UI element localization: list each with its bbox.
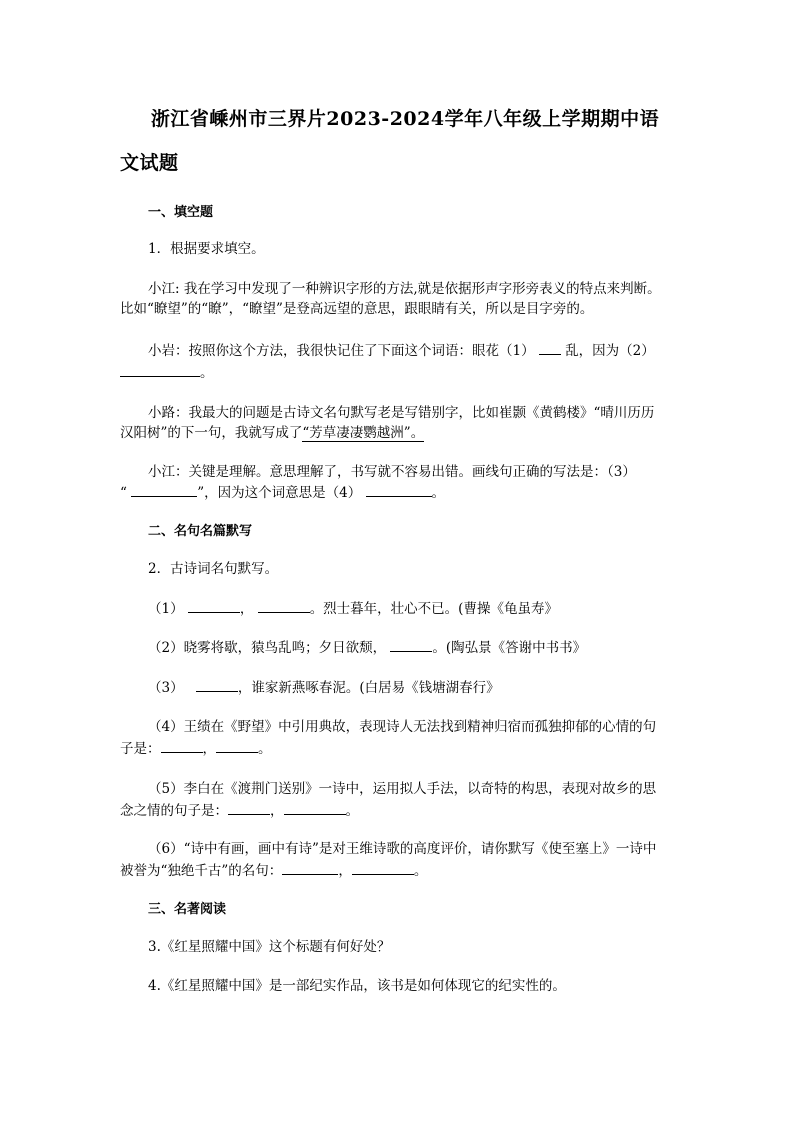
doc-title-line2: 文试题 <box>120 152 179 174</box>
q1-para2-text-b: 乱，因为（2） <box>565 343 655 359</box>
q1-para2-text-a: 小岩：按照你这个方法，我很快记住了下面这个词语：眼花（1） <box>148 343 535 359</box>
answer-blank-q2-1a[interactable] <box>188 598 240 613</box>
answer-blank-q2-1b[interactable] <box>258 598 310 613</box>
underlined-wrong-line: “芳草凄凄鹦越洲”。 <box>302 425 425 441</box>
q1-para3-line2 <box>120 420 680 446</box>
q2-item1-text: 。烈士暮年，壮心不已。(曹操《龟虽寿》 <box>309 601 558 617</box>
q2-item2-source: 。(陶弘景《答谢中书书》 <box>432 640 587 656</box>
q1-para4-quote-open: “ <box>120 485 127 501</box>
q1-para3-text: 汉阳树”的下一句，我就写成了 <box>120 425 303 441</box>
q2-item6-line2 <box>120 858 680 884</box>
q1-para2-line2 <box>120 360 680 386</box>
q1-para3-line1: 小路：我最大的问题是古诗文名句默写老是写错别字，比如崔颢《黄鹤楼》“晴川历历 <box>148 405 655 421</box>
q2-item6-end: 。 <box>413 863 428 879</box>
section-heading-fill: 一、填空题 <box>148 205 214 220</box>
q2-item5-line2 <box>120 798 680 824</box>
answer-blank-3[interactable] <box>131 482 197 497</box>
q2-item2-text: （2）晓雾将歇，猿鸟乱鸣；夕日欲颓， <box>148 640 387 656</box>
q2-item5-text: 念之情的句子是： <box>120 803 228 819</box>
q4-text: 4.《红星照耀中国》是一部纪实作品，该书是如何体现它的纪实性的。 <box>148 978 566 994</box>
q2-item5-comma: ， <box>270 803 284 819</box>
q3-text: 3.《红星照耀中国》这个标题有何好处？ <box>148 939 391 955</box>
answer-blank-q2-6a[interactable] <box>282 860 338 875</box>
answer-blank-2[interactable] <box>120 362 200 377</box>
q2-item4-end: 。 <box>258 741 272 757</box>
q2-item3-num: （3） <box>148 680 184 696</box>
section-heading-reading: 三、名著阅读 <box>148 902 227 917</box>
q2-item1-num: （1） <box>148 601 184 617</box>
answer-blank-q2-5a[interactable] <box>228 800 270 815</box>
q1-heading: 1．根据要求填空。 <box>148 241 265 257</box>
q1-para4-text: ”，因为这个词意思是（4） <box>197 485 362 501</box>
q2-item5-end: 。 <box>345 803 359 819</box>
answer-blank-q2-5b[interactable] <box>284 800 346 815</box>
answer-blank-q2-4a[interactable] <box>161 738 203 753</box>
q2-item4-text: 子是： <box>120 741 161 757</box>
q2-item5-line1: （5）李白在《渡荆门送别》一诗中，运用拟人手法，以奇特的构思，表现对故乡的思 <box>148 781 657 797</box>
q1-para4-line2 <box>120 480 680 506</box>
q2-heading: 2．古诗词名句默写。 <box>148 561 279 577</box>
answer-blank-q2-2[interactable] <box>390 637 432 652</box>
q2-item4-comma: ， <box>202 741 216 757</box>
q2-item4-line2 <box>120 736 680 762</box>
q1-para2-end: 。 <box>200 365 214 381</box>
answer-blank-4[interactable] <box>366 482 432 497</box>
answer-blank-1[interactable] <box>539 340 561 355</box>
answer-blank-q2-6b[interactable] <box>352 860 414 875</box>
q2-item3 <box>120 675 680 701</box>
q2-item2 <box>120 635 680 661</box>
answer-blank-q2-3[interactable] <box>196 677 238 692</box>
q1-para1-line2: 比如“瞭望”的“瞭”，“瞭望”是登高远望的意思，跟眼睛有关，所以是目字旁的。 <box>120 301 594 317</box>
q2-item1-comma: ， <box>239 601 254 617</box>
doc-title-line1: 浙江省嵊州市三界片2023-2024学年八年级上学期期中语 <box>150 108 660 130</box>
q2-item6-comma: ， <box>338 863 352 879</box>
answer-blank-q2-4b[interactable] <box>216 738 258 753</box>
q1-para4-line1: 小江：关键是理解。意思理解了，书写就不容易出错。画线句正确的写法是：（3） <box>148 464 636 480</box>
q1-para4-end: 。 <box>431 485 445 501</box>
section-heading-recite: 二、名句名篇默写 <box>148 524 253 539</box>
q2-item1 <box>120 596 680 622</box>
q2-item4-line1: （4）王绩在《野望》中引用典故，表现诗人无法找到精神归宿而孤独抑郁的心情的句 <box>148 719 657 735</box>
q2-item6-text: 被誉为“独绝千古”的名句： <box>120 863 283 879</box>
q1-para1-line1: 小江: 我在学习中发现了一种辨识字形的方法,就是依据形声字形旁表义的特点来判断。 <box>148 281 661 297</box>
q2-item3-text: ，谁家新燕啄春泥。(白居易《钱塘湖春行》 <box>237 680 500 696</box>
q2-item6-line1: （6）“诗中有画，画中有诗”是对王维诗歌的高度评价，请你默写《使至塞上》一诗中 <box>148 841 657 857</box>
